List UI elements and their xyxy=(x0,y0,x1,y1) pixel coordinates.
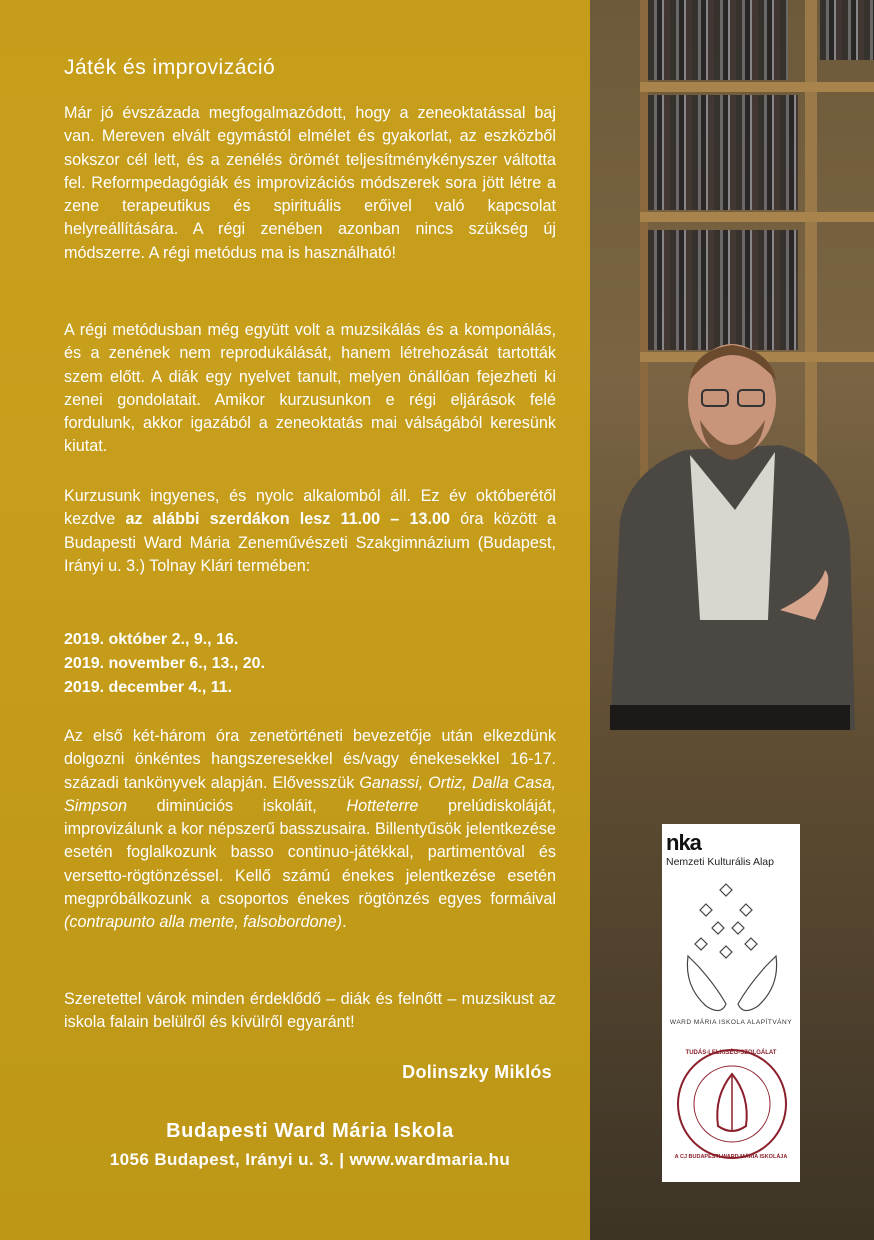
page-title: Játék és improvizáció xyxy=(64,56,276,79)
school-name: Budapesti Ward Mária Iskola xyxy=(166,1120,454,1142)
school-seal xyxy=(674,1046,790,1162)
program-text: prelúdiskoláját, improvizálunk a kor népszerű basszusaira. Billentyűsök jelentkezése esetén foglalkozunk basso continuo-játékkal, partimentóval és versetto-rögtönzéssel. Kellő számú énekes jelentkezése esetén megpróbálkozunk a csoportos énekes rögtönzés egyes formáival xyxy=(64,796,556,909)
course-text: Kurzusunk ingyenes, és nyolc alkalomból áll. Ez év októberétől kezdve xyxy=(64,487,556,529)
nka-name: Nemzeti Kulturális Alap xyxy=(666,856,774,868)
bookshelf-books xyxy=(648,0,788,80)
program-text: . xyxy=(342,913,347,932)
date-october: 2019. október 2., 9., 16. xyxy=(64,631,239,648)
seal-bottom-text: A CJ BUDAPESTI WARD MÁRIA ISKOLÁJA xyxy=(674,1154,788,1160)
course-paragraph xyxy=(64,485,556,578)
program-text: Az első két-három óra zenetörténeti bevezetője után elkezdünk dolgozni önkéntes hangszeresekkel és/vagy énekesekkel 16-17. századi tankönyvek alapján. Elővesszük xyxy=(64,727,556,792)
speaker-figure xyxy=(590,320,874,740)
sponsor-logos xyxy=(662,824,800,1182)
seal-top-text: TUDÁS-LELKISÉG-SZOLGÁLAT xyxy=(685,1050,777,1056)
date-december: 2019. december 4., 11. xyxy=(64,679,233,696)
bookshelf-books xyxy=(648,95,798,210)
intro-paragraph: Már jó évszázada megfogalmazódott, hogy a zeneoktatással baj van. Mereven elvált egymástól elmélet és gyakorlat, az eszközből sokszor cél lett, és a zenélés örömét teljesítménykényszer váltotta fel. Reformpedagógiák és improvizációs módszerek sora jött létre a zene terapeutikus és spirituális erőivel való kapcsolat helyreállítására. A régi zenében azonban nincs szükség új módszerre. A régi metódus ma is használható! xyxy=(64,104,556,262)
foundation-name: WARD MÁRIA ISKOLA ALAPÍTVÁNY xyxy=(669,1019,793,1026)
shelf-board xyxy=(640,212,874,222)
bookshelf-books xyxy=(820,0,874,60)
program-text: diminúciós iskoláit, xyxy=(126,796,347,815)
nka-logo: nka xyxy=(666,830,701,855)
date-november: 2019. november 6., 13., 20. xyxy=(64,655,266,672)
course-text: óra között a Budapesti Ward Mária Zeneművészeti Szakgimnázium (Budapest, Irányi u. 3.) Tolnay Klári termében: xyxy=(64,510,556,575)
signature: Dolinszky Miklós xyxy=(402,1062,552,1082)
forms-italic: (contrapunto alla mente, falsobordone) xyxy=(64,913,343,932)
date-list xyxy=(64,628,265,700)
foundation-emblem xyxy=(676,876,788,1036)
shelf-board xyxy=(640,82,874,92)
school-address: 1056 Budapest, Irányi u. 3. | www.wardmaria.hu xyxy=(109,1150,511,1169)
course-schedule-bold: az alábbi szerdákon lesz 11.00 – 13.00 xyxy=(125,510,450,529)
closing-paragraph: Szeretettel várok minden érdeklődő – diák és felnőtt – muzsikust az iskola falain belülről és kívülről egyaránt! xyxy=(64,990,556,1032)
program-paragraph xyxy=(64,725,556,935)
hotteterre-italic: Hotteterre xyxy=(346,796,419,815)
method-paragraph: A régi metódusban még együtt volt a muzsikálás és a komponálás, és a zenének nem reprodukálását, hanem létrehozását tartották szem előtt. A diák egy nyelvet tanult, melyen önállóan fejezheti ki zenei gondolatait. Amikor kurzusunkon e régi eljárások felé fordulunk, akkor igazából a zeneoktatás mai válságából keresünk kiutat. xyxy=(64,321,556,456)
authors-italic: Ganassi, Ortiz, Dalla Casa, Simpson xyxy=(64,773,557,815)
